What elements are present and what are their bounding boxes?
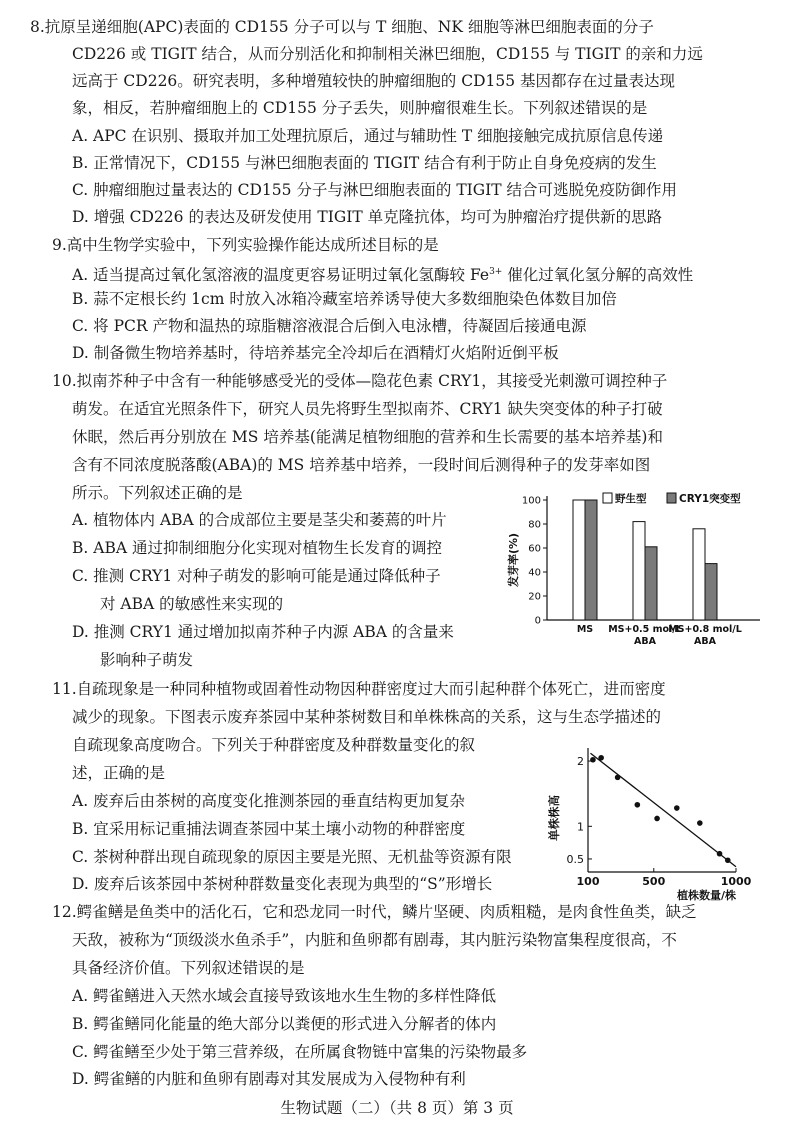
legend-label-1: CRY1突变型 xyxy=(679,493,741,505)
q10-stem-line-1: 10.拟南芥种子中含有一种能够感受光的受体—隐花色素 CRY1，其接受光刺激可调控种子 xyxy=(52,372,668,390)
y-axis-label: 单株株高 xyxy=(547,795,561,841)
data-point-7 xyxy=(717,851,723,857)
q10-option-d-cont: 影响种子萌发 xyxy=(100,651,194,669)
bar-cry1-mutant-1 xyxy=(645,547,657,620)
q12-stem-line-1: 12.鳄雀鳝是鱼类中的活化石，它和恐龙同一时代，鳞片坚硬、肉质粗糙，是肉食性鱼类，缺乏 xyxy=(52,903,697,921)
y-tick-label-1: 1 xyxy=(577,820,584,834)
bar-wild-type-0 xyxy=(573,500,585,620)
q11-stem-line-4: 述，正确的是 xyxy=(72,764,166,782)
q11-option-c: C. 茶树种群出现自疏现象的原因主要是光照、无机盐等资源有限 xyxy=(72,848,512,866)
trend-line xyxy=(590,753,736,867)
data-point-1 xyxy=(598,755,604,761)
x-category-label-1: MS+0.5 mol/L xyxy=(608,624,682,635)
data-point-4 xyxy=(654,816,660,822)
data-point-2 xyxy=(615,775,621,781)
data-point-5 xyxy=(674,805,680,811)
y-tick-label-0: 0.5 xyxy=(566,852,584,866)
data-point-3 xyxy=(635,802,641,808)
x-category-sublabel-1: ABA xyxy=(634,636,656,647)
q9-option-b: B. 蒜不定根长约 1cm 时放入冰箱冷藏室培养诱导使大多数细胞染色体数目加倍 xyxy=(72,290,617,308)
q12-stem-line-3: 具备经济价值。下列叙述错误的是 xyxy=(72,959,305,977)
q10-option-c: C. 推测 CRY1 对种子萌发的影响可能是通过降低种子 xyxy=(72,567,441,585)
q10-stem-line-2: 萌发。在适宜光照条件下，研究人员先将野生型拟南芥、CRY1 缺失突变体的种子打破 xyxy=(72,400,663,418)
legend-label-0: 野生型 xyxy=(615,493,647,505)
q12-option-a: A. 鳄雀鳝进入天然水域会直接导致该地水生生物的多样性降低 xyxy=(72,987,497,1005)
q9-stem: 9.高中生物学实验中，下列实验操作能达成所述目标的是 xyxy=(52,236,439,254)
y-tick-label-0: 0 xyxy=(534,615,541,627)
q8-stem-line-2: CD226 或 TIGIT 结合，从而分别活化和抑制相关淋巴细胞，CD155 与 TIGIT 的亲和力远 xyxy=(72,45,703,63)
q10-stem-line-4: 含有不同浓度脱落酸(ABA)的 MS 培养基中培养，一段时间后测得种子的发芽率如图 xyxy=(72,456,651,474)
x-tick-label-1: 500 xyxy=(642,875,666,888)
y-tick-label-5: 100 xyxy=(521,495,541,507)
x-tick-label-0: 100 xyxy=(576,875,600,888)
data-point-0 xyxy=(590,757,596,763)
page-footer: 生物试题（二）（共 8 页）第 3 页 xyxy=(280,1099,514,1117)
q12-option-b: B. 鳄雀鳝同化能量的绝大部分以粪便的形式进入分解者的体内 xyxy=(72,1015,497,1033)
x-category-label-0: MS xyxy=(576,624,594,635)
y-axis-label: 发芽率(%) xyxy=(507,532,520,588)
q11-stem-line-1: 11.自疏现象是一种同种植物或固着性动物因种群密度过大而引起种群个体死亡，进而密度 xyxy=(52,680,666,698)
q11-option-d: D. 废弃后该茶园中茶树种群数量变化表现为典型的“S”形增长 xyxy=(72,875,493,893)
q8-option-b: B. 正常情况下，CD155 与淋巴细胞表面的 TIGIT 结合有利于防止自身免疫病的发生 xyxy=(72,154,657,172)
x-category-sublabel-2: ABA xyxy=(694,636,716,647)
x-axis-label: 植株数量/株 xyxy=(676,889,736,902)
bar-wild-type-1 xyxy=(633,522,645,620)
q9-option-a-sup: 3+ xyxy=(489,267,503,277)
q8-stem-line-3: 远高于 CD226。研究表明，多种增殖较快的肿瘤细胞的 CD155 基因都存在过量表达现 xyxy=(72,72,676,90)
q11-option-a: A. 废弃后由茶树的高度变化推测茶园的垂直结构更加复杂 xyxy=(72,792,466,810)
q11-stem-line-3: 自疏现象高度吻合。下列关于种群密度及种群数量变化的叙 xyxy=(72,736,476,754)
self-thinning-scatter-chart xyxy=(547,742,752,902)
q9-option-c: C. 将 PCR 产物和温热的琼脂糖溶液混合后倒入电泳槽，待凝固后接通电源 xyxy=(72,317,587,335)
y-tick-label-3: 60 xyxy=(528,543,541,555)
x-category-label-2: MS+0.8 mol/L xyxy=(668,624,742,635)
q9-option-a-post: 催化过氧化氢分解的高效性 xyxy=(502,266,694,285)
y-tick-label-4: 80 xyxy=(528,519,541,531)
germination-bar-chart xyxy=(505,488,770,658)
q9-option-a xyxy=(72,262,693,285)
q10-option-c-cont: 对 ABA 的敏感性来实现的 xyxy=(100,595,284,613)
x-tick-label-2: 1000 xyxy=(720,875,752,888)
bar-cry1-mutant-0 xyxy=(585,500,597,620)
q12-option-d: D. 鳄雀鳝的内脏和鱼卵有剧毒对其发展成为入侵物种有利 xyxy=(72,1070,466,1088)
q8-option-c: C. 肿瘤细胞过量表达的 CD155 分子与淋巴细胞表面的 TIGIT 结合可逃脱免疫防御作用 xyxy=(72,181,678,199)
y-tick-label-1: 20 xyxy=(528,591,541,603)
q11-stem-line-2: 减少的现象。下图表示废弃茶园中某种茶树数目和单株株高的关系，这与生态学描述的 xyxy=(72,708,662,726)
data-point-6 xyxy=(697,820,703,826)
bar-wild-type-2 xyxy=(693,529,705,620)
data-point-8 xyxy=(725,857,731,863)
q10-option-a: A. 植物体内 ABA 的合成部位主要是茎尖和萎蔫的叶片 xyxy=(72,511,447,529)
q8-stem-line-1: 8.抗原呈递细胞(APC)表面的 CD155 分子可以与 T 细胞、NK 细胞等淋巴细胞表面的分子 xyxy=(30,18,654,36)
q11-option-b: B. 宜采用标记重捕法调查茶园中某土壤小动物的种群密度 xyxy=(72,820,466,838)
q10-option-b: B. ABA 通过抑制细胞分化实现对植物生长发育的调控 xyxy=(72,539,442,557)
legend-swatch-0 xyxy=(603,493,612,503)
bar-cry1-mutant-2 xyxy=(705,564,717,620)
q9-option-d: D. 制备微生物培养基时，待培养基完全冷却后在酒精灯火焰附近倒平板 xyxy=(72,344,559,362)
q10-stem-line-5: 所示。下列叙述正确的是 xyxy=(72,484,243,502)
y-tick-label-2: 40 xyxy=(528,567,541,579)
q8-stem-line-4: 象，相反，若肿瘤细胞上的 CD155 分子丢失，则肿瘤很难生长。下列叙述错误的是 xyxy=(72,99,648,117)
q10-option-d: D. 推测 CRY1 通过增加拟南芥种子内源 ABA 的含量来 xyxy=(72,623,454,641)
q9-option-a-pre: A. 适当提高过氧化氢溶液的温度更容易证明过氧化氢酶较 Fe xyxy=(72,266,490,285)
q12-stem-line-2: 天敌，被称为“顶级淡水鱼杀手”，内脏和鱼卵都有剧毒，其内脏污染物富集程度很高，不 xyxy=(72,931,677,949)
q8-option-d: D. 增强 CD226 的表达及研发使用 TIGIT 单克隆抗体，均可为肿瘤治疗提供新的思路 xyxy=(72,208,663,226)
q12-option-c: C. 鳄雀鳝至少处于第三营养级，在所属食物链中富集的污染物最多 xyxy=(72,1043,528,1061)
q8-option-a: A. APC 在识别、摄取并加工处理抗原后，通过与辅助性 T 细胞接触完成抗原信息传递 xyxy=(72,127,664,145)
q10-stem-line-3: 休眠，然后再分别放在 MS 培养基(能满足植物细胞的营养和生长需要的基本培养基)和 xyxy=(72,428,663,446)
legend-swatch-1 xyxy=(667,493,676,503)
y-tick-label-2: 2 xyxy=(577,755,584,769)
